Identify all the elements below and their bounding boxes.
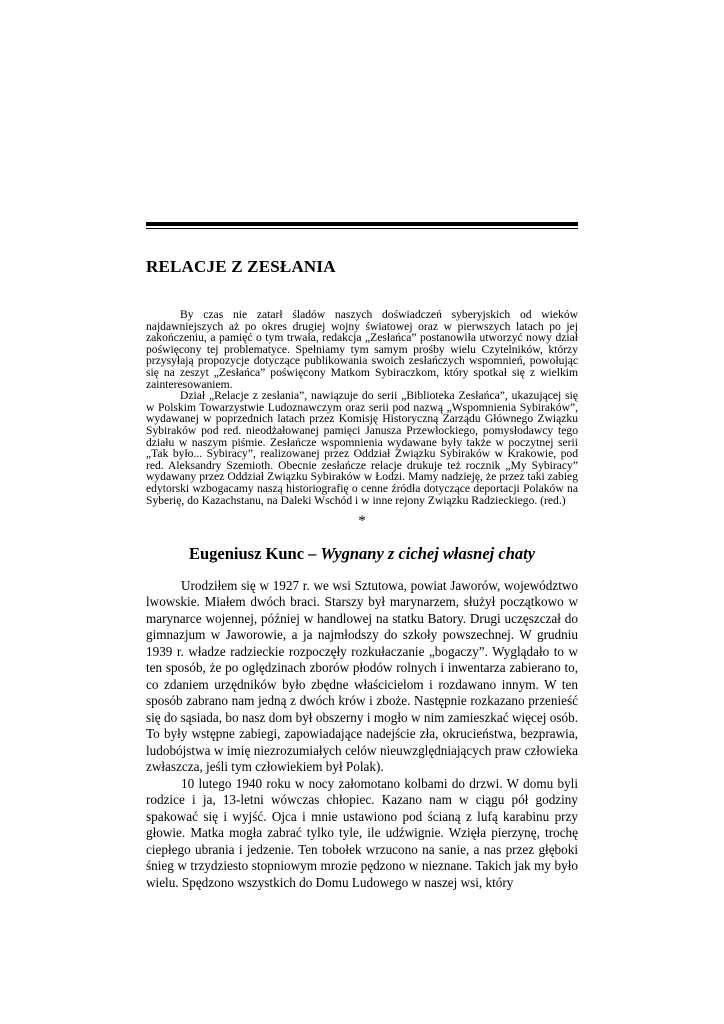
story-title: Wygnany z cichej własnej chaty bbox=[320, 544, 536, 564]
intro-text bbox=[146, 309, 578, 506]
header-rule-thin bbox=[146, 228, 578, 229]
story-heading bbox=[146, 544, 578, 564]
section-title: RELACJE Z ZESŁANIA bbox=[146, 257, 336, 276]
story-text bbox=[146, 578, 578, 892]
page-content bbox=[146, 222, 578, 891]
story-paragraph: 10 lutego 1940 roku w nocy załomotano kolbami do drzwi. W domu byli rodzice i ja, 13-letni wówczas chłopiec. Kazano nam w ciągu pół godziny spakować się i wyjść. Ojca i mnie ustawiono pod ścianą z lufą karabinu przy głowie. Matka mogła zabrać tylko tyle, ile udźwignie. Wzięła pierzynę, trochę ciepłego ubrania i jedzenie. Ten tobołek wrzucono na sanie, a nas przez głęboki śnieg w trzydziesto stopniowym mrozie pędzono w nieznane. Takich jak my było wielu. Spędzono wszystkich do Domu Ludowego w naszej wsi, który bbox=[146, 775, 578, 890]
intro-paragraph: Dział „Relacje z zesłania”, nawiązuje do serii „Biblioteka Zesłańca”, ukazującej się w Polskim Towarzystwie Ludoznawczym oraz serii pod nazwą „Wspomnienia Sybiraków”, wydawanej w poprzednich latach przez Komisję Historyczną Zarządu Głównego Związku Sybiraków pod red. nieodżałowanej pamięci Janusza Przewłockiego, pomysłodawcy tego działu w naszym piśmie. Zesłańcze wspomnienia wydawane były także w poczytnej serii „Tak było... Sybiracy”, realizowanej przez Oddział Związku Sybiraków w Krakowie, pod red. Aleksandry Szemioth. Obecnie zesłańcze relacje drukuje też rocznik „My Sybiracy” wydawany przez Oddział Związku Sybiraków w Łodzi. Mamy nadzieję, że przez taki zabieg edytorski wzbogacamy naszą historiografię o cenne źródła dotyczące deportacji Polaków na Syberię, do Kazachstanu, na Daleki Wschód i w inne rejony Związku Radzieckiego. (red.) bbox=[146, 389, 578, 507]
intro-paragraph: By czas nie zatarł śladów naszych doświadczeń syberyjskich od wieków najdawniejszych aż po okres drugiej wojny światowej oraz w pierwszych latach po jej zakończeniu, a pamięć o tym trwała, redakcja „Zesłańca” postanowiła utworzyć nowy dział poświęcony tej problematyce. Spełniamy tym samym prośby wielu Czytelników, którzy przysyłają propozycje dotyczące publikowania swoich zesłańczych wspomnień, powołując się na zeszyt „Zesłańca” poświęcony Matkom Sybiraczkom, który spotkał się z wielkim zainteresowaniem. bbox=[146, 308, 578, 391]
separator-asterisk: * bbox=[358, 513, 366, 530]
story-author: Eugeniusz Kunc – bbox=[188, 544, 321, 564]
story-paragraph: Urodziłem się w 1927 r. we wsi Sztutowa, powiat Jaworów, województwo lwowskie. Miałem dwóch braci. Starszy był marynarzem, służył początkowo w marynarce wojennej, później w handlowej na statku Batory. Drugi uczęszczał do gimnazjum w Jaworowie, a ja najmłodszy do szkoły powszechnej. W grudniu 1939 r. władze radzieckie rozpoczęły rozkułaczanie „bogaczy”. Wyglądało to w ten sposób, że po oględzinach zborów płodów rolnych i inwentarza zabierano to, co zdaniem urzędników było zbędne właścicielom i rozdawano innym. W ten sposób zabrano nam jedną z dwóch krów i zboże. Następnie rozkazano przenieść się do sąsiada, bo nasz dom był obszerny i mogło w nim zamieszkać więcej osób. To były wstępne zabiegi, zapowiadające nadejście zła, okrucieństwa, bezprawia, ludobójstwa w imię niezrozumiałych celów nieuwzględniających praw człowieka zwłaszcza, jeśli tym człowiekiem był Polak). bbox=[146, 577, 578, 775]
